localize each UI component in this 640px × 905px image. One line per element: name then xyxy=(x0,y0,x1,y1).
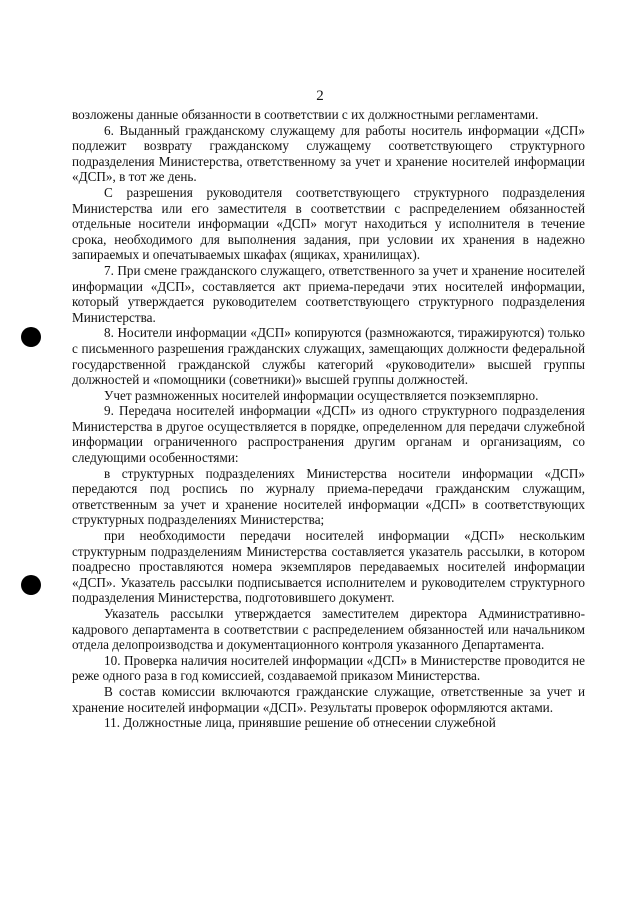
paragraph-item-6: 6. Выданный гражданскому служащему для работы носитель информации «ДСП» подлежит возврату гражданскому служащему соответствующего структурного подразделения Министерства, ответственному за учет и хранение носителей информации «ДСП», в тот же день. xyxy=(72,122,585,185)
paragraph-item-11: 11. Должностные лица, принявшие решение об отнесении служебной xyxy=(104,715,496,731)
paragraph-item-9-approval: Указатель рассылки утверждается заместителем директора Административно-кадрового департамента в соответствии с распределением обязанностей или начальником отдела делопроизводства и документационного контроля указанного Департамента. xyxy=(72,606,585,653)
paragraph-item-10: 10. Проверка наличия носителей информации «ДСП» в Министерстве проводится не реже одного раза в год комиссией, создаваемой приказом Министерства. xyxy=(72,652,585,684)
document-body xyxy=(72,107,585,731)
paragraph-item-9-distribution-list: при необходимости передачи носителей информации «ДСП» нескольким структурным подразделениям Министерства составляется указатель рассылки, в котором поадресно проставляются номера экземпляров передаваемых носителей информации «ДСП». Указатель рассылки подписывается исполнителем и руководителем структурного подразделения Министерства, подготовившего документ. xyxy=(72,528,585,606)
punch-hole-top xyxy=(21,327,41,347)
paragraph-item-7: 7. При смене гражданского служащего, ответственного за учет и хранение носителей информации «ДСП», составляется акт приема-передачи этих носителей информации, который утверждается руководителем соответствующего структурного подразделения Министерства. xyxy=(72,262,585,325)
paragraph-item-8-accounting: Учет размноженных носителей информации осуществляется поэкземплярно. xyxy=(104,387,539,403)
paragraph-item-6-permission: С разрешения руководителя соответствующего структурного подразделения Министерства или его заместителя в соответствии с распределением обязанностей отдельные носители информации «ДСП» могут находиться у исполнителя в течение срока, необходимого для выполнения задания, при условии их хранения в надежно запираемых и опечатываемых шкафах (ящиках, хранилищах). xyxy=(72,184,585,263)
paragraph-item-9-internal-transfer: в структурных подразделениях Министерства носители информации «ДСП» передаются под роспись по журналу приема-передачи гражданским служащим, ответственным за учет и хранение носителей информации «ДСП» в соответствующих структурных подразделениях Министерства; xyxy=(72,465,585,528)
punch-hole-bottom xyxy=(21,575,41,595)
paragraph-item-10-commission: В состав комиссии включаются гражданские служащие, ответственные за учет и хранение носителей информации «ДСП». Результаты проверок оформляются актами. xyxy=(72,683,585,715)
paragraph-item-9: 9. Передача носителей информации «ДСП» из одного структурного подразделения Министерства в другое осуществляется в порядке, определенном для передачи служебной информации ограниченного распространения другим органам и организациям, со следующими особенностями: xyxy=(72,403,585,466)
paragraph-item-8: 8. Носители информации «ДСП» копируются (размножаются, тиражируются) только с письменного разрешения гражданских служащих, замещающих должности федеральной государственной гражданской службы категорий «руководители» высшей группы должностей и «помощники (советники)» высшей группы должностей. xyxy=(72,325,585,388)
page-number: 2 xyxy=(316,88,324,104)
paragraph-continuation: возложены данные обязанности в соответствии с их должностными регламентами. xyxy=(72,107,539,122)
